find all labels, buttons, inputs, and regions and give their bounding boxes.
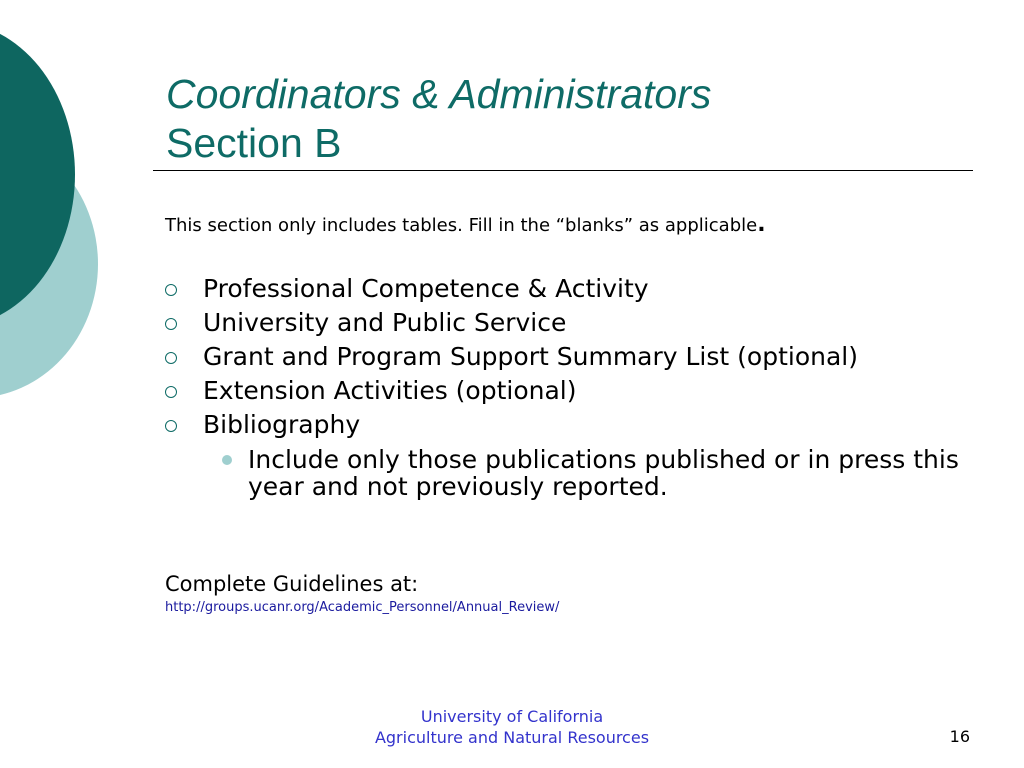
footer-line-2: Agriculture and Natural Resources <box>374 728 650 747</box>
filled-dot-bullet-icon <box>222 455 232 465</box>
hollow-circle-bullet-icon <box>165 318 177 330</box>
title-line-1: Coordinators & Administrators <box>166 71 712 117</box>
intro-text <box>165 212 766 237</box>
bullet-text: University and Public Service <box>203 308 567 337</box>
title-line-2: Section B <box>166 120 342 166</box>
bullet-item <box>165 408 858 442</box>
footer-institution <box>312 706 712 748</box>
hollow-circle-bullet-icon <box>165 420 177 432</box>
intro-period: . <box>757 212 766 237</box>
bullet-item <box>165 272 858 306</box>
bullet-list <box>165 272 858 442</box>
slide-title <box>166 70 711 168</box>
footer-line-1: University of California <box>420 707 604 726</box>
hollow-circle-bullet-icon <box>165 352 177 364</box>
bullet-text: Grant and Program Support Summary List (optional) <box>203 342 858 371</box>
guidelines-link[interactable]: http://groups.ucanr.org/Academic_Personnel/Annual_Review/ <box>165 600 560 615</box>
bullet-text: Professional Competence & Activity <box>203 274 649 303</box>
bullet-text: Bibliography <box>203 410 361 439</box>
title-divider <box>153 170 973 171</box>
page-number: 16 <box>949 727 970 746</box>
intro-sentence: This section only includes tables. Fill in the “blanks” as applicable <box>165 215 758 236</box>
sub-bullet-item <box>222 446 968 500</box>
bullet-item <box>165 374 858 408</box>
sub-bullet-text: Include only those publications published or in press this year and not previously reported. <box>248 445 959 501</box>
bullet-text: Extension Activities (optional) <box>203 376 577 405</box>
bullet-item <box>165 306 858 340</box>
guidelines-label: Complete Guidelines at: <box>165 572 419 596</box>
hollow-circle-bullet-icon <box>165 284 177 296</box>
bullet-item <box>165 340 858 374</box>
hollow-circle-bullet-icon <box>165 386 177 398</box>
